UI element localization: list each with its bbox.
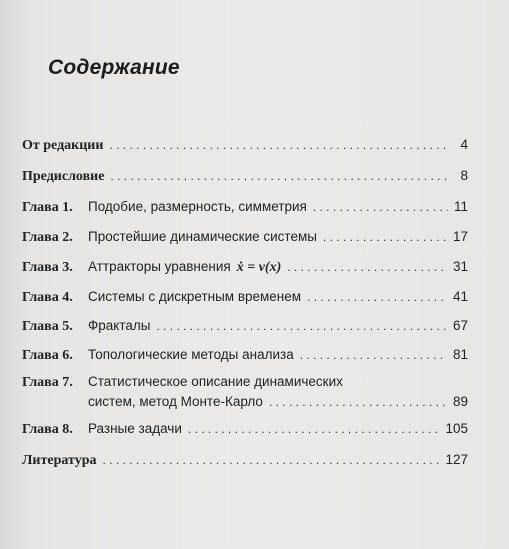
- page-title: Содержание: [48, 56, 180, 79]
- dot-leader: [110, 168, 448, 185]
- toc-page-number: 89: [452, 394, 468, 409]
- toc-entry-chapter-3: [22, 258, 468, 276]
- toc-entry-chapter-1: [22, 198, 468, 216]
- dot-leader: [188, 421, 440, 438]
- toc-entry-chapter-2: [22, 228, 468, 246]
- toc-entry-chapter-5: [22, 317, 468, 335]
- toc-page-number: 4: [460, 137, 468, 152]
- dot-leader: [313, 199, 448, 216]
- toc-page-number: 11: [453, 199, 468, 214]
- dot-leader: [269, 394, 447, 411]
- toc-entry-editorial: [22, 136, 468, 154]
- toc-page-number: 8: [460, 168, 468, 183]
- dot-leader: [156, 318, 447, 335]
- toc-page-number: 81: [452, 347, 468, 362]
- chapter-label: Глава 3.: [22, 260, 73, 275]
- chapter-title: Подобие, размерность, симметрия: [88, 199, 307, 214]
- toc-entry-label: Предисловие: [22, 169, 105, 184]
- chapter-title: Простейшие динамические системы: [88, 229, 317, 244]
- toc-entry-preface: [22, 167, 468, 185]
- chapter-title: Аттракторы уравнения: [88, 259, 231, 274]
- chapter-label: Глава 5.: [22, 319, 73, 334]
- chapter-label: Глава 6.: [22, 348, 73, 363]
- toc-entry-chapter-4: [22, 288, 468, 306]
- toc-page-number: 17: [452, 229, 468, 244]
- dot-leader: [287, 259, 447, 276]
- chapter-title: Разные задачи: [88, 421, 182, 436]
- chapter-title-line-1: Статистическое описание динамических: [88, 374, 343, 389]
- chapter-label: Глава 4.: [22, 290, 73, 305]
- dot-leader: [109, 137, 448, 154]
- toc-entry-label: Литература: [22, 453, 97, 468]
- toc-page-number: 31: [452, 259, 468, 274]
- chapter-label: Глава 7.: [22, 375, 73, 390]
- toc-entry-references: [22, 451, 468, 469]
- chapter-label: Глава 1.: [22, 200, 73, 215]
- toc-entry-chapter-6: [22, 346, 468, 364]
- chapter-title: Топологические методы анализа: [88, 347, 294, 362]
- toc-entry-chapter-7: [22, 373, 468, 411]
- toc-entry-label: От редакции: [22, 138, 104, 153]
- toc-page-number: 105: [445, 421, 468, 436]
- chapter-title: Фракталы: [88, 318, 151, 333]
- toc-page-number: 67: [452, 318, 468, 333]
- toc-entry-chapter-8: [22, 420, 468, 438]
- toc-page-number: 127: [445, 452, 468, 467]
- chapter-label: Глава 2.: [22, 230, 73, 245]
- dot-leader: [323, 229, 447, 246]
- chapter-formula: ẋ = v(x): [236, 260, 282, 275]
- chapter-title: Системы с дискретным временем: [88, 289, 302, 304]
- dot-leader: [103, 452, 440, 469]
- dot-leader: [300, 347, 447, 364]
- chapter-title-line-2: систем, метод Монте-Карло: [88, 394, 263, 409]
- chapter-label: Глава 8.: [22, 422, 73, 437]
- toc-page-number: 41: [452, 289, 468, 304]
- dot-leader: [307, 289, 447, 306]
